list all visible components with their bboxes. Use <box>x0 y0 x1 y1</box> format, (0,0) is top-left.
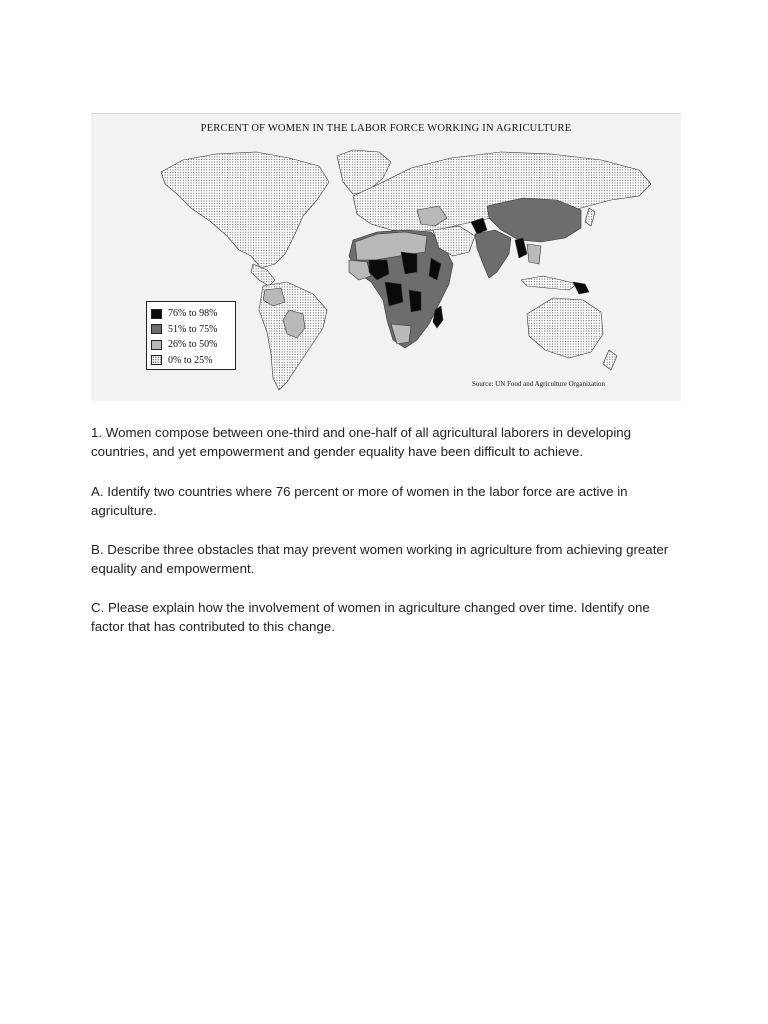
legend-row-51-75 <box>151 322 235 338</box>
legend-row-76-98 <box>151 306 235 322</box>
africa-black-4 <box>409 290 421 312</box>
legend-label: 76% to 98% <box>168 308 218 320</box>
south-asia <box>475 230 511 278</box>
map-title: PERCENT OF WOMEN IN THE LABOR FORCE WORKING IN AGRICULTURE <box>200 123 572 134</box>
japan <box>585 208 595 226</box>
legend-swatch-black <box>151 309 162 319</box>
map-legend <box>146 301 236 370</box>
papua-new-guinea <box>573 282 589 294</box>
new-zealand <box>603 350 617 370</box>
legend-row-26-50 <box>151 337 235 353</box>
question-1-intro: 1. Women compose between one-third and one-half of all agricultural laborers in developing countries, and yet empowerment and gender equality have been difficult to achieve. <box>91 425 632 459</box>
indonesia <box>521 276 577 290</box>
north-america <box>161 152 329 268</box>
legend-swatch-dotted <box>151 355 162 365</box>
australia <box>527 298 603 358</box>
legend-label: 0% to 25% <box>168 354 213 366</box>
legend-row-0-25 <box>151 353 235 369</box>
question-part-a: A. Identify two countries where 76 percent or more of women in the labor force are active in agriculture. <box>91 484 628 518</box>
map-source: Source: UN Food and Agriculture Organization <box>472 380 606 388</box>
legend-label: 26% to 50% <box>168 339 218 351</box>
southeast-asia-gray <box>527 244 541 264</box>
southeast-asia-black <box>515 238 527 258</box>
legend-label: 51% to 75% <box>168 323 218 335</box>
legend-swatch-light-gray <box>151 340 162 350</box>
world-map-figure <box>91 113 681 401</box>
question-part-b: B. Describe three obstacles that may prevent women working in agriculture from achieving greater equality and empowerment. <box>91 542 669 576</box>
question-part-c: C. Please explain how the involvement of women in agriculture changed over time. Identify one factor that has contributed to this change. <box>91 600 650 634</box>
legend-swatch-dark-gray <box>151 324 162 334</box>
